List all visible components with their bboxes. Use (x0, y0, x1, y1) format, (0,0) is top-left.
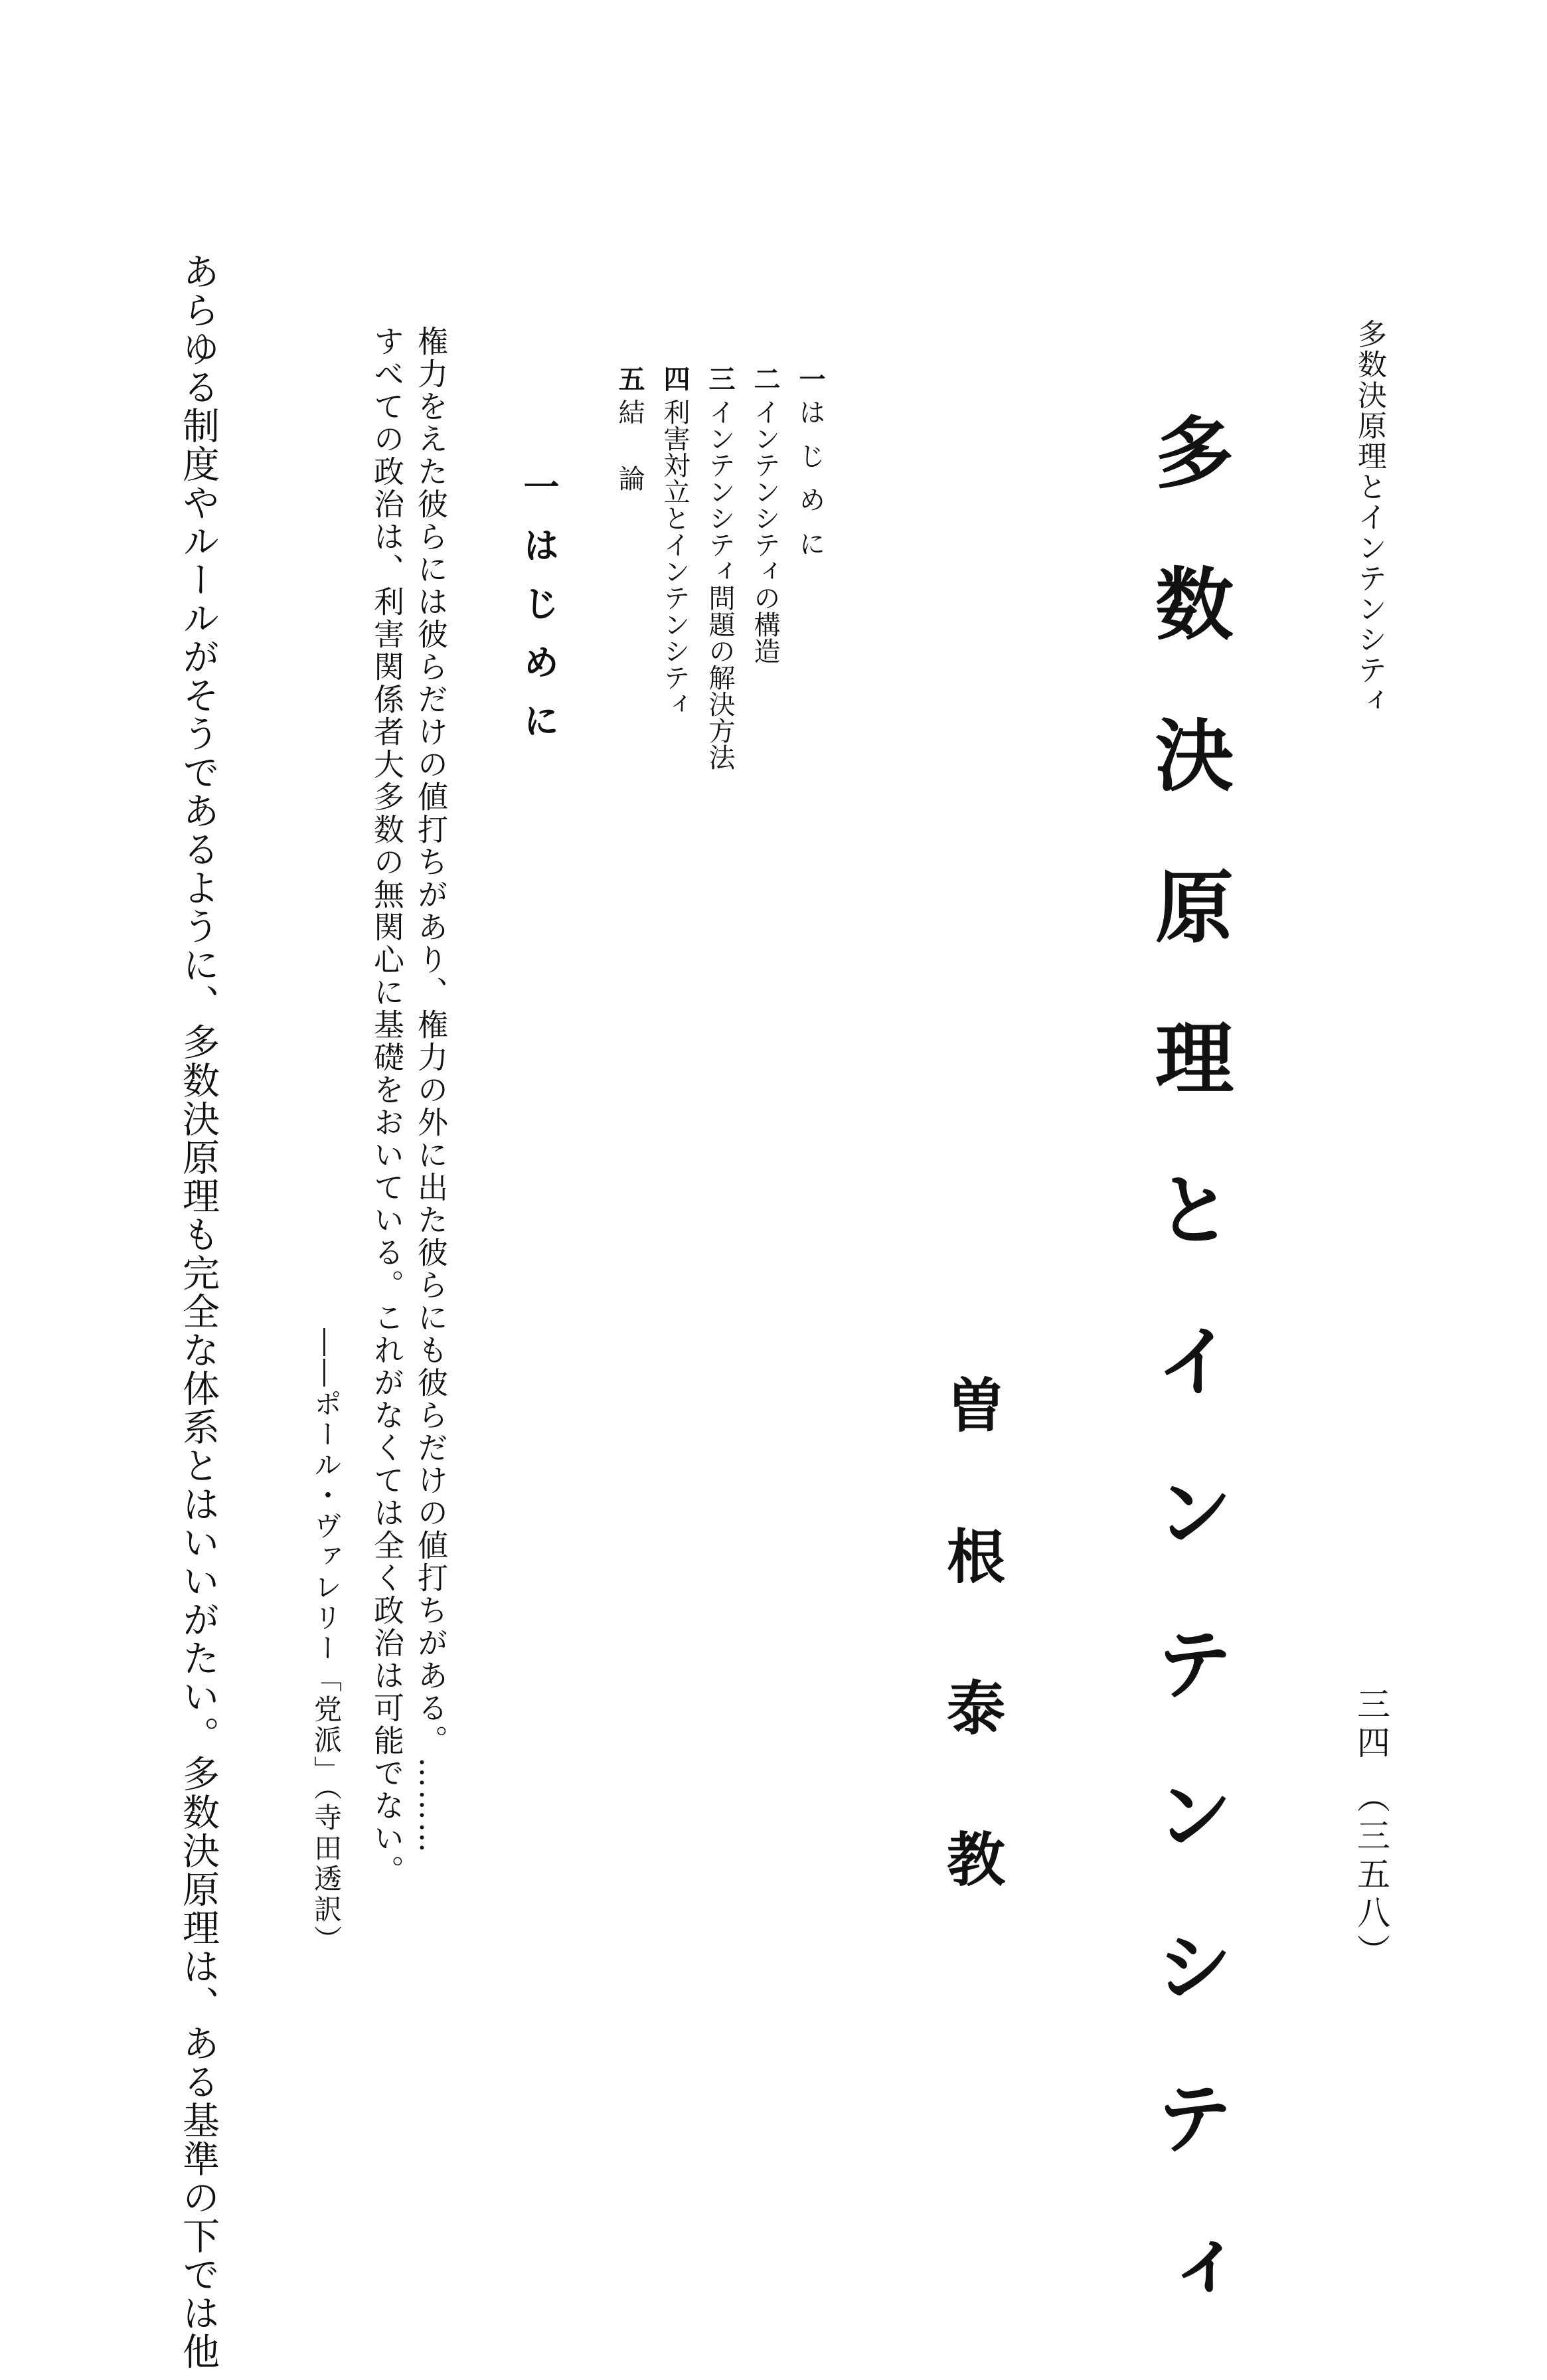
toc-item (795, 365, 826, 1195)
toc-item-label: はじめに (795, 398, 825, 574)
toc-item (616, 365, 643, 1195)
toc-item (704, 365, 736, 1195)
epigraph-source: ――ポール・ヴァレリー「党派」（寺田透訳） (310, 1328, 343, 1956)
epigraph-line: すべての政治は、利害関係者大多数の無関心に基礎をおいている。これがなくては全く政治は可能でない。 (369, 325, 405, 1887)
toc-item-label: インテンシティの構造 (750, 398, 780, 664)
article-title: 多数決原理とインテンシティ (1142, 412, 1234, 2380)
table-of-contents (611, 365, 826, 1195)
toc-item-number: 二 (750, 365, 781, 392)
toc-item-number: 五 (614, 365, 645, 392)
running-head: 多数決原理とインテンシティ (1352, 319, 1386, 716)
toc-item-label: インテンシティ問題の解決方法 (704, 398, 735, 770)
epigraph-line: 権力をえた彼らには彼らだけの値打ちがあり、権力の外に出た彼らにも彼らだけの値打ちがある。……… (413, 325, 449, 1855)
toc-item-number: 四 (659, 365, 691, 392)
body-paragraph-line: あらゆる制度やルールがそうであるように、多数決原理も完全な体系とはいいがたい。多数決原理は、ある基準の下では他 (177, 252, 220, 2371)
section-heading: 一はじめに (518, 468, 560, 760)
epigraph (369, 325, 449, 2118)
toc-item-label: 結論 (614, 398, 645, 531)
toc-item-number: 三 (704, 365, 736, 392)
toc-item-label: 利害対立とインテンシティ (659, 398, 690, 717)
toc-item (750, 365, 781, 1195)
toc-item-number: 一 (795, 365, 826, 392)
toc-item (659, 365, 691, 1195)
page-number: 三四 （三五八） (1352, 1687, 1390, 1972)
author-name: 曽根泰教 (937, 1375, 1007, 1980)
